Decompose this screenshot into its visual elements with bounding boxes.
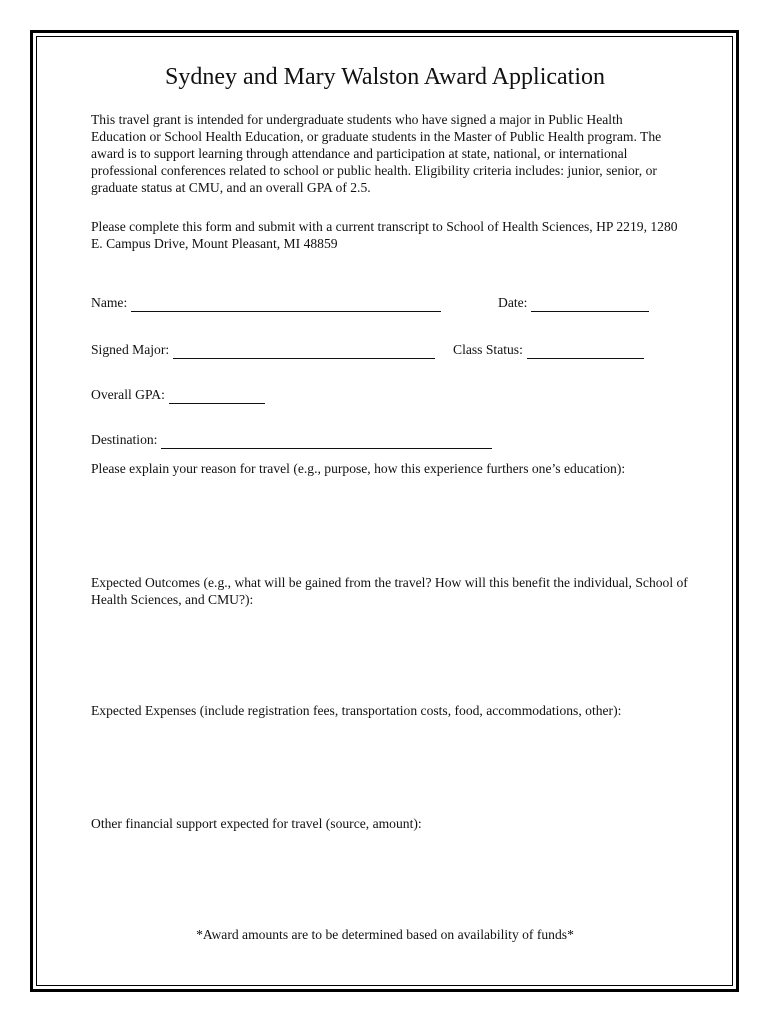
form-title: Sydney and Mary Walston Award Application bbox=[164, 64, 606, 90]
signed-major-input-line[interactable] bbox=[173, 344, 435, 359]
overall-gpa-label: Overall GPA: bbox=[91, 387, 165, 402]
name-field[interactable] bbox=[91, 294, 441, 312]
intro-paragraph: This travel grant is intended for undergraduate students who have signed a major in Public Health Education or School Health Education, or graduate students in the Master of Public Health program. The award is to support learning through attendance and participation at state, national, or international professional conferences related to school or public health. Eligibility criteria includes: junior, senior, or graduate status at CMU, and an overall GPA of 2.5. bbox=[91, 112, 662, 195]
destination-label: Destination: bbox=[91, 432, 158, 447]
other-support-answer-area[interactable] bbox=[91, 837, 681, 917]
date-input-line[interactable] bbox=[531, 297, 649, 312]
name-label: Name: bbox=[91, 295, 128, 310]
class-status-field[interactable] bbox=[453, 341, 644, 359]
reason-answer-area[interactable] bbox=[91, 482, 681, 568]
class-status-input-line[interactable] bbox=[527, 344, 644, 359]
instructions-paragraph: Please complete this form and submit with a current transcript to School of Health Sciences, HP 2219, 1280 E. Campus Drive, Mount Pleasant, MI 48859 bbox=[91, 219, 678, 251]
class-status-label: Class Status: bbox=[453, 342, 523, 357]
outcomes-prompt: Expected Outcomes (e.g., what will be gained from the travel? How will this benefit the individual, School of Health Sciences, and CMU?): bbox=[91, 575, 688, 607]
footer-note: *Award amounts are to be determined based on availability of funds* bbox=[196, 927, 574, 942]
destination-input-line[interactable] bbox=[161, 434, 492, 449]
expenses-answer-area[interactable] bbox=[91, 724, 681, 808]
date-field[interactable] bbox=[498, 294, 649, 312]
signed-major-field[interactable] bbox=[91, 341, 435, 359]
date-label: Date: bbox=[498, 295, 528, 310]
outcomes-answer-area[interactable] bbox=[91, 613, 681, 697]
overall-gpa-input-line[interactable] bbox=[169, 389, 265, 404]
expenses-prompt: Expected Expenses (include registration fees, transportation costs, food, accommodations, other): bbox=[91, 703, 622, 718]
other-support-prompt: Other financial support expected for travel (source, amount): bbox=[91, 816, 422, 831]
destination-field[interactable] bbox=[91, 431, 492, 449]
reason-prompt: Please explain your reason for travel (e.g., purpose, how this experience furthers one’s education): bbox=[91, 461, 626, 476]
overall-gpa-field[interactable] bbox=[91, 386, 265, 404]
signed-major-label: Signed Major: bbox=[91, 342, 170, 357]
name-input-line[interactable] bbox=[131, 297, 441, 312]
